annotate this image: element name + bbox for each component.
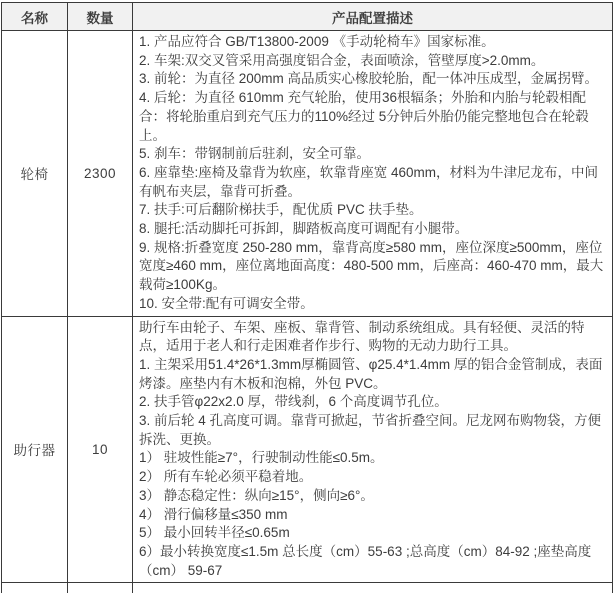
spec-item: 7. 扶手:可后翻阶梯扶手，配优质 PVC 扶手垫。: [139, 202, 423, 218]
spec-item: 10. 安全带:配有可调安全带。: [139, 295, 314, 311]
col-header-name: 名称: [2, 3, 68, 31]
spec-item: 3. 前后轮 4 孔高度可调。靠背可掀起，节省折叠空间。尼龙网布购物袋，方便拆洗、更换。: [139, 413, 602, 447]
product-name: 轮椅: [2, 31, 68, 317]
spec-item: 9. 规格:折叠宽度 250-280 mm，靠背高度≥580 mm，座位深度≥500mm，座位宽度≥460 mm，座位离地面高度：480-500 mm，后座高：460-470 mm，最大载荷≥100Kg。: [139, 239, 604, 293]
spec-item: 6）最小转换宽度≤1.5m 总长度（cm）55-63 ;总高度（cm）84-92 ;座垫高度（cm） 59-67: [139, 543, 592, 578]
product-name: 助行器: [2, 316, 68, 583]
product-spec-table: [1, 2, 613, 593]
table-row-partial: [2, 583, 613, 593]
spec-item: 1. 主架采用51.4*26*1.3mm厚椭圆管、φ25.4*1.4mm 厚的铝合金管制成，表面烤漆。座垫内有木板和泡棉，外包 PVC。: [139, 356, 603, 391]
spec-item: 8. 腿托:活动脚托可拆卸，脚踏板高度可调配有小腿带。: [139, 221, 469, 237]
spec-item: 2. 车架:双交叉管采用高强度铝合金，表面喷涂，管壁厚度>2.0mm。: [139, 52, 545, 68]
spec-item: 1. 产品应符合 GB/T13800-2009 《手动轮椅车》国家标准。: [139, 34, 495, 49]
spec-item: 4） 滑行偏移量≤350 mm: [139, 506, 288, 522]
table-row-walker: [2, 316, 613, 583]
col-header-description: 产品配置描述: [133, 3, 613, 31]
spec-item: 助行车由轮子、车架、座板、靠背管、制动系统组成。具有轻便、灵活的特点，适用于老人和行走困难者作步行、购物的无动力助行工具。: [139, 319, 585, 354]
header-row: [2, 3, 613, 31]
product-quantity: 10: [68, 316, 133, 583]
spec-item: 6. 座靠垫:座椅及靠背为软座，软靠背座宽 460mm，材料为牛津尼龙布，中间有帆布夹层，靠背可折叠。: [139, 164, 599, 199]
spec-item: 3） 静态稳定性：纵向≥15°，侧向≥6°。: [139, 487, 374, 503]
product-description: [133, 316, 613, 583]
col-header-quantity: 数量: [68, 3, 133, 31]
spec-item: 2） 所有车轮必须平稳着地。: [139, 469, 313, 485]
product-quantity: 2300: [68, 31, 133, 317]
spec-item: 5） 最小回转半径≤0.65m: [139, 525, 290, 541]
product-name: [2, 583, 68, 593]
table-row-wheelchair: [2, 31, 613, 317]
product-description: [133, 583, 613, 593]
spec-item: 2. 扶手管φ22x2.0 厚，带线刹，6 个高度调节孔位。: [139, 394, 448, 410]
spec-item: 5. 刹车：带钢制前后驻刹，安全可靠。: [139, 146, 371, 162]
spec-item: 3. 前轮：为直径 200mm 高品质实心橡胶轮胎，配一体冲压成型，金属拐臂。: [139, 71, 599, 87]
product-quantity: [68, 583, 133, 593]
spec-item: 1） 驻坡性能≥7°，行驶制动性能≤0.5m。: [139, 450, 384, 466]
spec-item: 4. 后轮：为直径 610mm 充气轮胎，使用36根辐条；外胎和内胎与轮毂相配合：将轮胎重启到充气压力的110%经过 5分钟后外胎仍能完整地包合在轮毂上。: [139, 90, 589, 143]
product-description: [133, 31, 613, 317]
